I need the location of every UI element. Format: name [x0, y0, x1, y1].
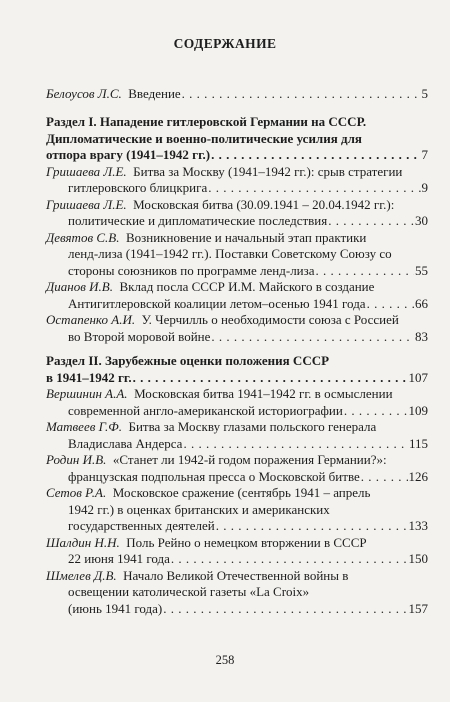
- section-title-line: Раздел I. Нападение гитлеровской Германии на СССР.: [46, 114, 367, 129]
- leader-dots: [133, 370, 408, 387]
- leader-dots: [211, 147, 420, 164]
- toc-intro: [46, 86, 428, 103]
- entry-title-line: Владислава Андерса: [68, 435, 183, 451]
- section-title-line: Дипломатические и военно-политические усилия для: [46, 130, 362, 146]
- entry-author: Шалдин Н.Н.: [46, 534, 120, 550]
- entry-page: 30: [415, 213, 428, 228]
- toc-entry[interactable]: [46, 197, 428, 230]
- leader-dots: [361, 469, 408, 486]
- entry-title-line: стороны союзников по программе ленд-лиза: [68, 262, 315, 278]
- page-number: 258: [215, 653, 235, 667]
- entry-page: 133: [408, 518, 428, 533]
- entry-author: Вершинин А.А.: [46, 386, 128, 401]
- entry-title-line: Московское сражение (сентябрь 1941 – апрель: [112, 485, 371, 500]
- leader-dots: [183, 436, 408, 453]
- entry-author: Сетов Р.А.: [46, 485, 107, 500]
- entry-title-line: (июнь 1941 года): [68, 600, 163, 616]
- leader-dots: [208, 180, 420, 197]
- entry-page: 5: [421, 86, 428, 101]
- entry-title-line: 22 июня 1941 года: [68, 551, 170, 566]
- toc-entry[interactable]: [46, 485, 428, 535]
- entry-page: 66: [415, 295, 428, 311]
- entry-title-line: освещении католической газеты «La Croix»: [68, 584, 310, 599]
- toc-section-1: [46, 114, 428, 345]
- entry-title: Введение: [128, 86, 181, 101]
- section-page: 107: [408, 369, 428, 385]
- section-heading[interactable]: [46, 353, 428, 386]
- entry-title-line: во Второй моровой войне: [68, 328, 211, 344]
- entry-page: 157: [408, 600, 428, 616]
- leader-dots: [344, 403, 408, 420]
- entry-page: 9: [421, 180, 428, 195]
- entry-title-line: государственных деятелей: [68, 518, 215, 533]
- toc-section-2: [46, 353, 428, 617]
- entry-title-line: Московская битва (30.09.1941 – 20.04.1942 гг.):: [133, 196, 395, 212]
- leader-dots: [216, 518, 408, 535]
- toc-entry[interactable]: [46, 386, 428, 419]
- entry-title-line: У. Черчилль о необходимости союза с Россией: [141, 312, 399, 327]
- entry-page: 55: [415, 262, 428, 278]
- toc-entry[interactable]: [46, 535, 428, 568]
- entry-title-line: Возникновение и начальный этап практики: [125, 229, 367, 245]
- entry-author: Родин И.В.: [46, 452, 107, 467]
- toc-entry[interactable]: [46, 312, 428, 345]
- entry-title-line: 1942 гг.) в оценках британских и американских: [68, 501, 330, 517]
- entry-author: Девятов С.В.: [46, 229, 120, 245]
- entry-page: 150: [408, 551, 428, 566]
- entry-page: 126: [408, 468, 428, 484]
- toc-entry[interactable]: [46, 279, 428, 312]
- entry-page: 109: [408, 402, 428, 418]
- toc-entry[interactable]: [46, 230, 428, 280]
- leader-dots: [328, 213, 414, 230]
- leader-dots: [316, 263, 414, 280]
- leader-dots: [211, 329, 414, 346]
- entry-title-line: политические и дипломатические последствия: [68, 213, 328, 228]
- entry-author: Шмелев Д.В.: [46, 567, 117, 583]
- entry-author: Остапенко А.И.: [46, 312, 136, 327]
- entry-author: Гришаева Л.Е.: [46, 196, 127, 212]
- entry-title-line: ленд-лиза (1941–1942 гг.). Поставки Советскому Союзу со: [68, 246, 392, 261]
- page-title: СОДЕРЖАНИЕ: [173, 36, 277, 51]
- entry-author: Гришаева Л.Е.: [46, 163, 127, 179]
- section-title-line: отпора врагу (1941–1942 гг.): [46, 147, 211, 162]
- entry-author: Белоусов Л.С.: [46, 86, 122, 101]
- entry-title-line: французская подпольная пресса о Московской битве: [68, 468, 360, 484]
- entry-title-line: Антигитлеровской коалиции летом–осенью 1941 года: [68, 295, 366, 311]
- entry-title-line: Битва за Москву глазами польского генерала: [128, 419, 377, 434]
- entry-title-line: Поль Рейно о немецком вторжении в СССР: [126, 534, 367, 550]
- section-heading[interactable]: [46, 114, 428, 164]
- entry-page: 83: [415, 328, 428, 344]
- toc-entry[interactable]: [46, 452, 428, 485]
- toc-entry[interactable]: [46, 568, 428, 618]
- entry-title-line: «Станет ли 1942-й годом поражения Германии?»:: [112, 452, 387, 467]
- entry-title-line: Московская битва 1941–1942 гг. в осмыслении: [134, 386, 393, 401]
- leader-dots: [367, 296, 414, 313]
- leader-dots: [163, 601, 407, 618]
- entry-title-line: Начало Великой Отечественной войны в: [123, 567, 349, 583]
- entry-title-line: Вклад посла СССР И.М. Майского в создание: [119, 279, 375, 294]
- leader-dots: [171, 551, 408, 568]
- toc-entry[interactable]: [46, 86, 428, 103]
- entry-title-line: гитлеровского блицкрига: [68, 180, 208, 195]
- toc-entry[interactable]: [46, 164, 428, 197]
- entry-author: Дианов И.В.: [46, 279, 113, 294]
- entry-title-line: современной англо-американской историографии: [68, 402, 343, 418]
- section-page: 7: [421, 147, 428, 162]
- section-title-line: Раздел II. Зарубежные оценки положения СССР: [46, 353, 330, 368]
- toc-entry[interactable]: [46, 419, 428, 452]
- entry-page: 115: [408, 435, 428, 451]
- section-title-line: в 1941–1942 гг.: [46, 369, 132, 385]
- leader-dots: [182, 86, 421, 103]
- entry-author: Матвеев Г.Ф.: [46, 419, 122, 434]
- entry-title-line: Битва за Москву (1941–1942 гг.): срыв стратегии: [133, 163, 403, 179]
